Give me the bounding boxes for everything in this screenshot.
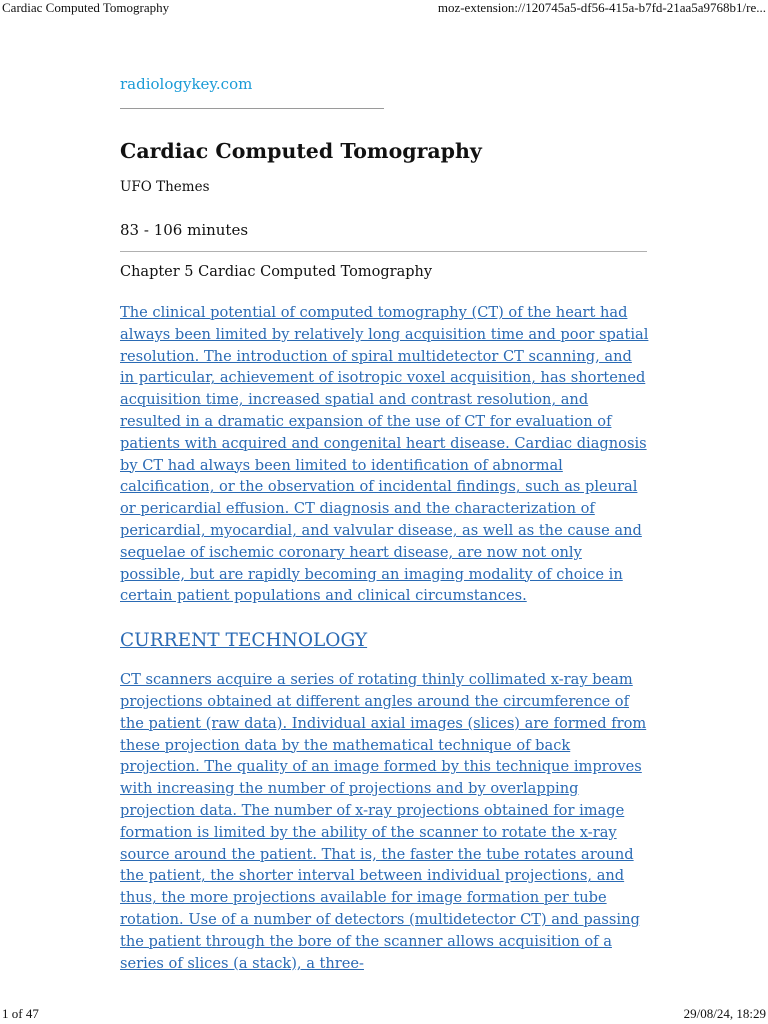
site-divider bbox=[120, 108, 384, 109]
footer-datetime: 29/08/24, 18:29 bbox=[683, 1006, 766, 1021]
section-paragraph-link[interactable]: CT scanners acquire a series of rotating thinly collimated x-ray beam projections obtained at different angles around the circumference of the patient (raw data). Individual axial images (slices) are formed from these projection data by the mathematical technique of back projection. The quality of an image formed by this technique improves with increasing the number of projections and by overlapping projection data. The number of x-ray projections obtained for image formation is limited by the ability of the scanner to rotate the x-ray source around the patient. That is, the faster the tube rotates around the patient, the shorter interval between individual projections, and thus, the more projections available for image formation per tube rotation. Use of a number of detectors (multidetector CT) and passing the patient through the bore of the scanner allows acquisition of a series of slices (a stack), a three- bbox=[120, 671, 647, 972]
print-footer bbox=[0, 1006, 768, 1022]
article bbox=[120, 70, 650, 974]
header-page-title: Cardiac Computed Tomography bbox=[2, 0, 170, 15]
print-header bbox=[0, 0, 768, 16]
article-title: Cardiac Computed Tomography bbox=[120, 139, 482, 163]
footer-page-count: 1 of 47 bbox=[2, 1006, 39, 1021]
intro-paragraph-link[interactable]: The clinical potential of computed tomography (CT) of the heart had always been limited by relatively long acquisition time and poor spatial resolution. The introduction of spiral multidetector CT scanning, and in particular, achievement of isotropic voxel acquisition, has shortened acquisition time, increased spatial and contrast resolution, and resulted in a dramatic expansion of the use of CT for evaluation of patients with acquired and congenital heart disease. Cardiac diagnosis by CT had always been limited to identification of abnormal calcification, or the observation of incidental findings, such as pleural or pericardial effusion. CT diagnosis and the characterization of pericardial, myocardial, and valvular disease, as well as the cause and sequelae of ischemic coronary heart disease, are now not only possible, but are rapidly becoming an imaging modality of choice in certain patient populations and clinical circumstances. bbox=[120, 304, 649, 605]
article-author: UFO Themes bbox=[120, 179, 210, 195]
reading-time: 83 - 106 minutes bbox=[120, 221, 249, 239]
header-url: moz-extension://120745a5-df56-415a-b7fd-21aa5a9768b1/re... bbox=[437, 0, 766, 15]
chapter-heading: Chapter 5 Cardiac Computed Tomography bbox=[120, 264, 433, 280]
section-heading-link[interactable]: CURRENT TECHNOLOGY bbox=[120, 630, 368, 652]
reading-time-divider bbox=[120, 251, 647, 252]
site-link[interactable]: radiologykey.com bbox=[120, 75, 253, 93]
